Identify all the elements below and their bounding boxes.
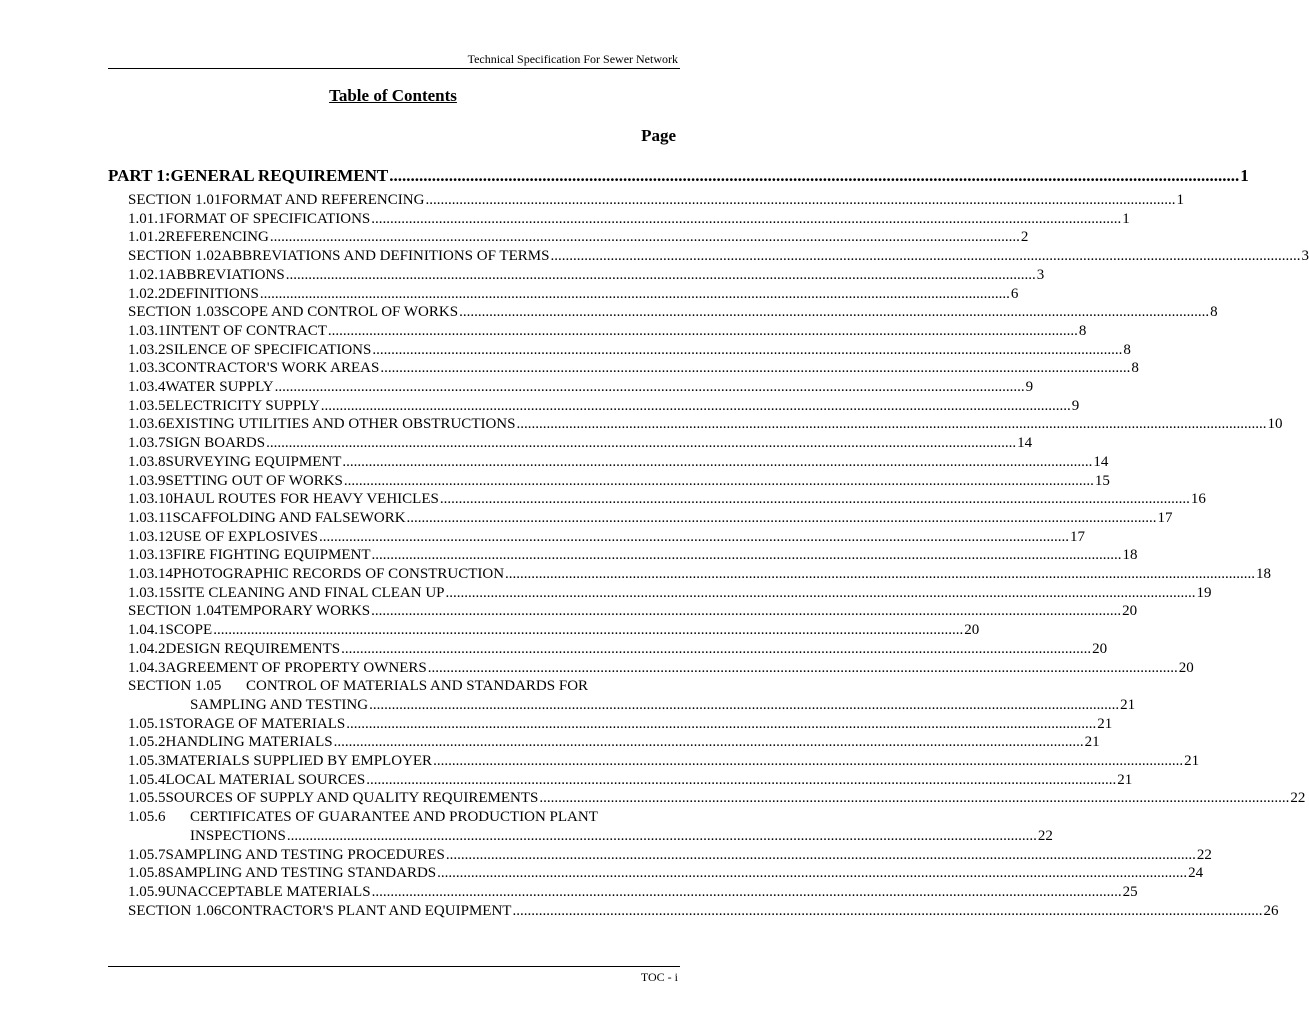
dot-leader: ........................................................................................................................................................................................................ [371,883,1122,900]
toc-entry[interactable] [128,304,1218,321]
toc-entry-label: HAUL ROUTES FOR HEAVY VEHICLES [173,491,439,508]
toc-entry-page: 1 [1122,210,1130,227]
toc-entry-number: PART 1: [108,166,171,185]
toc-entry-label: SETTING OUT OF WORKS [165,472,343,489]
toc-entry-page: 20 [1122,603,1138,620]
running-header: Technical Specification For Sewer Network [467,52,678,66]
toc-part-entry[interactable] [108,166,1249,186]
toc-entry-page: 10 [1267,416,1283,433]
toc-entry-label: DESIGN REQUIREMENTS [165,640,341,657]
toc-entry-label: AGREEMENT OF PROPERTY OWNERS [165,659,427,676]
dot-leader: ........................................................................................................................................................................................................ [433,753,1184,769]
toc-entry[interactable] [128,883,1138,901]
dot-leader: ........................................................................................................................................................................................................ [333,734,1084,751]
toc-entry-label: CONTRACTOR'S PLANT AND EQUIPMENT [221,902,512,919]
toc-entry-label: SCOPE [165,622,213,639]
toc-entry-label: SCAFFOLDING AND FALSEWORK [172,509,406,526]
toc-entry[interactable] [128,435,1033,452]
dot-leader: ........................................................................................................................................................................................................ [427,659,1178,676]
toc-entry-page: 20 [1178,659,1194,676]
toc-entry-label: FORMAT AND REFERENCING [221,192,425,208]
toc-entry-page: 14 [1093,453,1109,470]
toc-entry-label: FIRE FIGHTING EQUIPMENT [173,547,371,564]
dot-leader: ........................................................................................................................................................................................................ [369,696,1120,713]
toc-entry-page: 17 [1070,528,1086,545]
toc-entry-label: WATER SUPPLY [165,379,274,395]
dot-leader: ........................................................................................................................................................................................................ [285,266,1036,283]
dot-leader: ........................................................................................................................................................................................................ [406,509,1157,526]
toc-entry-label: REFERENCING [165,229,269,246]
toc-entry[interactable] [128,528,1086,546]
toc-entry-number: 1.03.1 [128,322,166,339]
page-column-label: Page [641,126,676,145]
toc-entry-label: ABBREVIATIONS AND DEFINITIONS OF TERMS [221,248,550,265]
dot-leader: ........................................................................................................................................................................................................ [346,715,1097,732]
toc-entry[interactable] [128,379,1034,396]
toc-entry-label: GENERAL REQUIREMENT [170,166,389,185]
page-number-footer: TOC - i [640,970,678,984]
toc-entry[interactable] [128,472,1110,490]
toc-entry-number: 1.03.12 [128,528,173,545]
toc-entry-label: HANDLING MATERIALS [165,734,333,751]
toc-entry-page: 21 [1184,753,1200,769]
toc-entry[interactable] [128,846,1212,864]
toc-entry-label: PHOTOGRAPHIC RECORDS OF CONSTRUCTION [173,566,505,582]
toc-entry-page: 3 [1036,266,1045,283]
toc-entry[interactable] [128,734,1100,751]
toc-entry-number: 1.02.1 [128,266,166,283]
toc-entry[interactable] [128,753,1200,770]
toc-entry-number: 1.01.1 [128,210,166,227]
dot-leader: ........................................................................................................................................................................................................ [320,397,1071,414]
toc-entry[interactable] [128,659,1194,677]
header-rule [108,68,680,69]
toc-entry-page: 15 [1094,472,1110,489]
toc-entry-label: CONTROL OF MATERIALS AND STANDARDS FOR [246,678,589,695]
toc-entry-number: 1.03.3 [128,360,166,377]
toc-entry-number: 1.05.5 [128,790,166,807]
toc-entry[interactable] [128,566,1272,583]
toc-entry[interactable] [128,341,1131,359]
toc-entry[interactable] [128,547,1138,564]
footer-rule [108,966,680,967]
toc-entry-label: ABBREVIATIONS [165,266,285,283]
toc-entry-page: 22 [1196,846,1212,863]
toc-entry-page: 9 [1071,397,1080,414]
toc-entry-label: SAMPLING AND TESTING STANDARDS [165,865,437,882]
dot-leader: ........................................................................................................................................................................................................ [342,453,1093,470]
toc-entry[interactable] [128,902,1279,920]
toc-entry-number: SECTION 1.02 [128,248,222,265]
toc-entry-page: 21 [1084,734,1100,751]
dot-leader: ........................................................................................................................................................................................................ [371,603,1122,620]
dot-leader: ........................................................................................................................................................................................................ [539,790,1290,807]
toc-entry-number: 1.04.3 [128,659,166,676]
toc-entry[interactable] [128,416,1283,433]
toc-entry-page: 20 [964,622,980,639]
dot-leader: ........................................................................................................................................................................................................ [439,491,1190,508]
toc-entry-number: 1.01.2 [128,229,166,246]
toc-entry-label: FORMAT OF SPECIFICATIONS [165,210,371,227]
toc-entry-page: 26 [1263,902,1279,919]
dot-leader: ........................................................................................................................................................................................................ [425,192,1176,208]
toc-entry[interactable] [190,696,1136,714]
toc-entry-page: 14 [1017,435,1033,452]
toc-entry[interactable] [128,285,1019,303]
toc-entry-number: 1.03.14 [128,566,173,582]
dot-leader: ........................................................................................................................................................................................................ [512,902,1263,919]
toc-entry[interactable] [128,603,1138,620]
toc-entry-number: SECTION 1.03 [128,304,222,321]
toc-entry-number: 1.05.6 [128,809,166,826]
dot-leader: ........................................................................................................................................................................................................ [389,166,1240,185]
toc-entry[interactable] [128,360,1139,377]
toc-entry[interactable] [128,584,1212,602]
toc-entry-number: 1.05.3 [128,753,166,769]
dot-leader: ........................................................................................................................................................................................................ [371,210,1122,227]
toc-entry-label: LOCAL MATERIAL SOURCES [165,771,366,788]
toc-entry-page: 8 [1131,360,1139,377]
toc-entry-page: 22 [1037,827,1053,844]
toc-entry-label: SOURCES OF SUPPLY AND QUALITY REQUIREMENTS [165,790,539,807]
toc-entry[interactable] [128,397,1080,415]
toc-entry-number: 1.03.6 [128,416,166,433]
toc-entry-number: 1.05.1 [128,715,166,732]
toc-entry-page: 6 [1010,285,1019,302]
dot-leader: ........................................................................................................................................................................................................ [213,622,964,639]
toc-entry[interactable] [128,771,1133,789]
toc-entry-number: 1.03.4 [128,379,166,395]
toc-entry-number: 1.03.13 [128,547,173,564]
toc-entry-number: 1.04.1 [128,622,166,639]
toc-entry-number: 1.02.2 [128,285,166,302]
toc-entry-page: 8 [1078,322,1087,339]
dot-leader: ........................................................................................................................................................................................................ [341,640,1092,657]
dot-leader: ........................................................................................................................................................................................................ [319,528,1070,545]
toc-entry-number: SECTION 1.01 [128,192,222,208]
toc-entry-number: 1.05.8 [128,865,166,882]
toc-entry-page: 18 [1122,547,1138,564]
toc-entry-number: 1.05.9 [128,883,166,900]
toc-entry-page: 8 [1210,304,1218,321]
dot-leader: ........................................................................................................................................................................................................ [445,584,1196,601]
toc-entry-number: 1.03.9 [128,472,166,489]
toc-entry-page: 19 [1196,584,1212,601]
toc-entry-label: INTENT OF CONTRACT [165,322,327,339]
toc-entry-number: SECTION 1.06 [128,902,222,919]
toc-entry-label: MATERIALS SUPPLIED BY EMPLOYER [165,753,433,769]
toc-entry[interactable] [128,192,1184,209]
toc-entry-number: 1.05.7 [128,846,166,863]
toc-entry-label: SCOPE AND CONTROL OF WORKS [221,304,459,321]
toc-entry-page: 21 [1117,771,1133,788]
toc-entry-label: SILENCE OF SPECIFICATIONS [165,341,372,358]
toc-entry-label: SAMPLING AND TESTING [190,696,369,713]
dot-leader: ........................................................................................................................................................................................................ [550,248,1301,265]
toc-entry-number: 1.03.8 [128,453,166,470]
dot-leader: ........................................................................................................................................................................................................ [459,304,1210,321]
toc-entry-page: 18 [1256,566,1272,582]
toc-entry-page: 9 [1025,379,1034,395]
toc-entry-label: STORAGE OF MATERIALS [165,715,346,732]
dot-leader: ........................................................................................................................................................................................................ [259,285,1010,302]
toc-entry-number: 1.03.15 [128,584,173,601]
toc-entry-heading [128,809,598,826]
dot-leader: ........................................................................................................................................................................................................ [371,547,1122,564]
dot-leader: ........................................................................................................................................................................................................ [269,229,1020,246]
toc-entry[interactable] [128,453,1109,471]
toc-entry-number: 1.03.2 [128,341,166,358]
dot-leader: ........................................................................................................................................................................................................ [286,827,1037,844]
toc-entry[interactable] [128,640,1108,658]
toc-entry-page: 2 [1020,229,1029,246]
dot-leader: ........................................................................................................................................................................................................ [366,771,1117,788]
toc-entry[interactable] [128,229,1029,246]
toc-entry-label: INSPECTIONS [190,827,286,844]
toc-entry-page: 25 [1122,883,1138,900]
toc-entry-page: 8 [1123,341,1131,358]
dot-leader: ........................................................................................................................................................................................................ [274,379,1025,395]
toc-entry[interactable] [128,322,1087,340]
toc-entry-label: SURVEYING EQUIPMENT [165,453,342,470]
toc-entry-number: SECTION 1.04 [128,603,222,620]
dot-leader: ........................................................................................................................................................................................................ [437,865,1188,882]
toc-entry[interactable] [128,266,1045,284]
toc-entry-page: 3 [1301,248,1309,265]
toc-entry-page: 22 [1290,790,1306,807]
toc-entry-page: 24 [1188,865,1204,882]
toc-entry-number: 1.03.5 [128,397,166,414]
toc-entry-label: EXISTING UTILITIES AND OTHER OBSTRUCTIONS [165,416,516,433]
toc-title: Table of Contents [329,86,457,105]
toc-entry-label: SAMPLING AND TESTING PROCEDURES [165,846,445,863]
dot-leader: ........................................................................................................................................................................................................ [445,846,1196,863]
toc-entry-page: 1 [1176,192,1184,208]
toc-entry-page: 20 [1092,640,1108,657]
toc-entry[interactable] [128,509,1173,527]
toc-entry-label: TEMPORARY WORKS [221,603,371,620]
toc-entry-label: SIGN BOARDS [165,435,266,452]
toc-entry-label: UNACCEPTABLE MATERIALS [165,883,371,900]
dot-leader: ........................................................................................................................................................................................................ [380,360,1131,377]
toc-entry-number: SECTION 1.05 [128,678,222,695]
toc-entry[interactable] [190,827,1053,845]
toc-entry[interactable] [128,715,1113,733]
dot-leader: ........................................................................................................................................................................................................ [266,435,1017,452]
toc-entry-label: CONTRACTOR'S WORK AREAS [165,360,380,377]
toc-entry-label: DEFINITIONS [165,285,259,302]
toc-entry[interactable] [128,491,1206,508]
toc-entry-label: USE OF EXPLOSIVES [173,528,319,545]
toc-entry-page: 17 [1157,509,1173,526]
toc-entry-number: 1.03.11 [128,509,173,526]
toc-entry-page: 21 [1120,696,1136,713]
toc-entry[interactable] [128,790,1306,807]
dot-leader: ........................................................................................................................................................................................................ [516,416,1267,433]
toc-entry-page: 16 [1190,491,1206,508]
toc-entry[interactable] [128,210,1130,228]
toc-entry-label: ELECTRICITY SUPPLY [165,397,320,414]
toc-entry[interactable] [128,865,1204,882]
toc-entry-label: SITE CLEANING AND FINAL CLEAN UP [173,584,445,601]
toc-entry-number: 1.03.10 [128,491,173,508]
toc-entry-number: 1.04.2 [128,640,166,657]
toc-entry-heading [128,678,588,695]
toc-entry[interactable] [128,622,980,639]
toc-entry-number: 1.03.7 [128,435,166,452]
toc-entry[interactable] [128,248,1309,265]
toc-entry-number: 1.05.2 [128,734,166,751]
dot-leader: ........................................................................................................................................................................................................ [372,341,1123,358]
toc-entry-number: 1.05.4 [128,771,166,788]
toc-entry-page: 1 [1240,166,1249,185]
dot-leader: ........................................................................................................................................................................................................ [343,472,1094,489]
toc-entry-label: CERTIFICATES OF GUARANTEE AND PRODUCTION PLANT [190,809,598,826]
toc-entry-page: 21 [1097,715,1113,732]
dot-leader: ........................................................................................................................................................................................................ [327,322,1078,339]
dot-leader: ........................................................................................................................................................................................................ [505,566,1256,582]
